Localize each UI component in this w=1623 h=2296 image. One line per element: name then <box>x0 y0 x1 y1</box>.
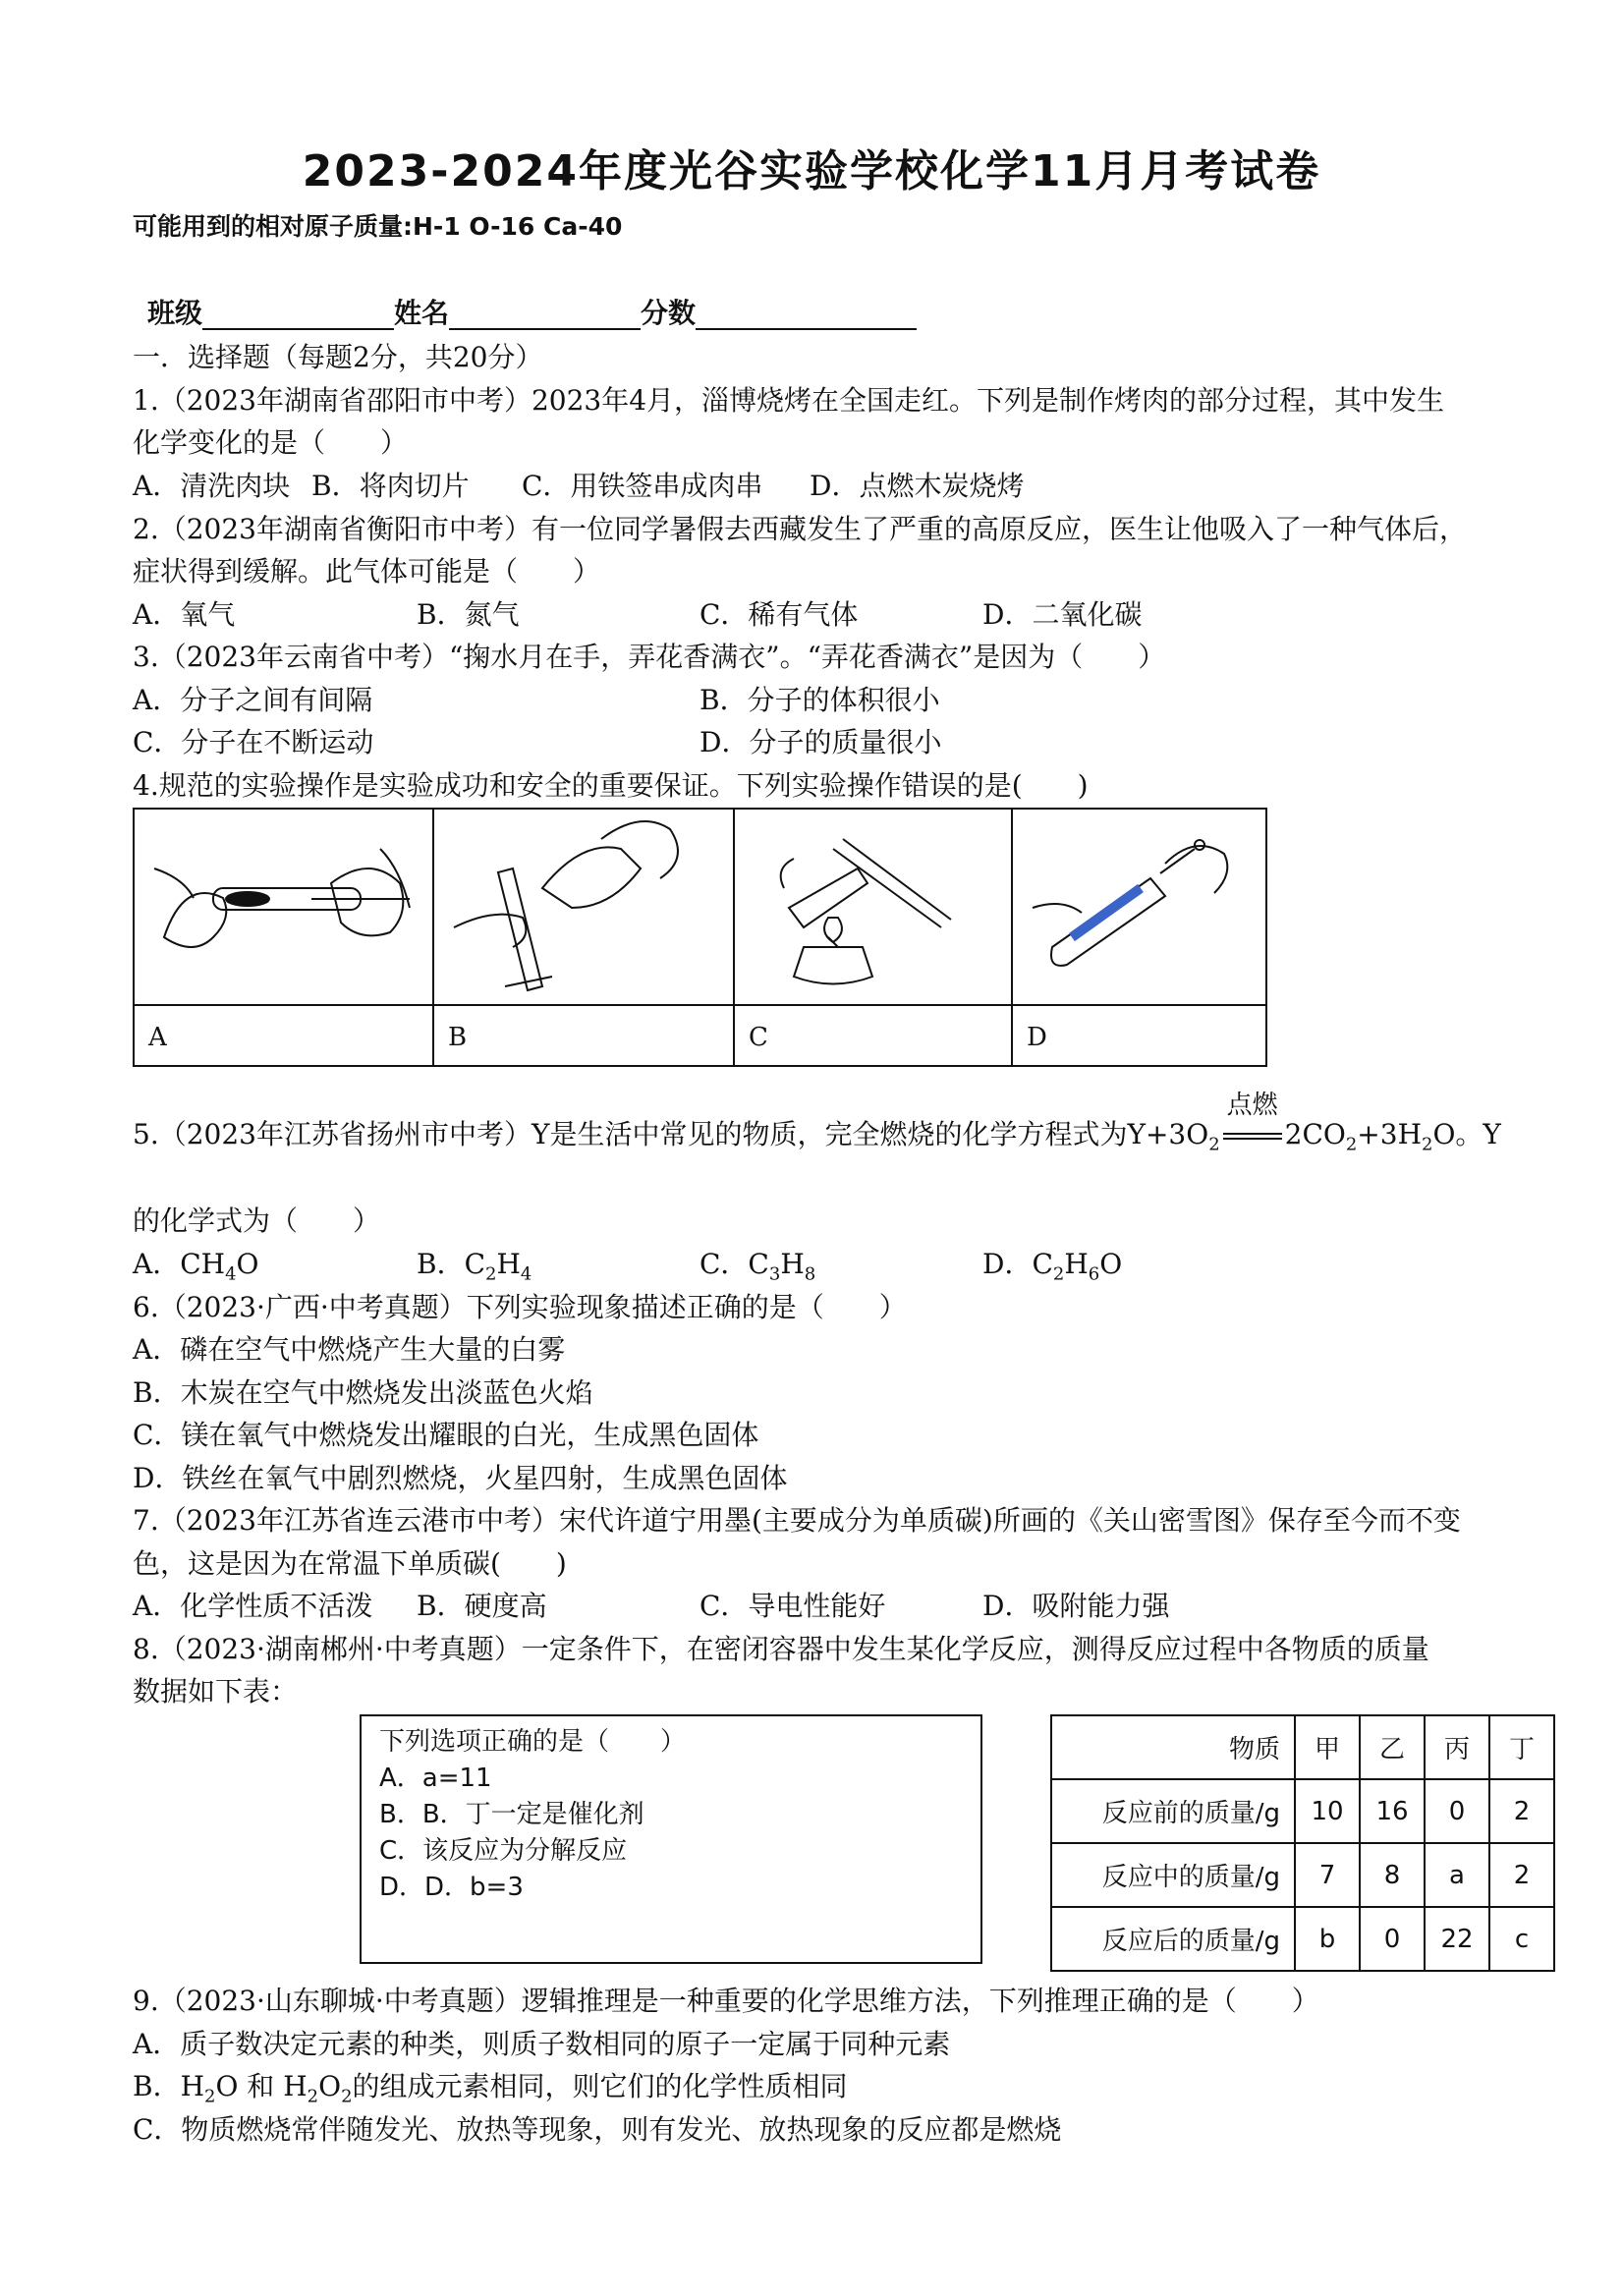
table-cell: 22 <box>1425 1907 1489 1971</box>
table-header-cell: 乙 <box>1360 1715 1425 1779</box>
q7-option-a[interactable]: A．化学性质不活泼 <box>133 1590 373 1622</box>
table-header-cell: 物质 <box>1051 1715 1295 1779</box>
table-cell: 反应前的质量/g <box>1051 1779 1295 1843</box>
q5-option-d[interactable] <box>982 1248 1122 1292</box>
q4-stem: 4.规范的实验操作是实验成功和安全的重要保证。下列实验操作错误的是( ) <box>133 769 1089 802</box>
q4-figure-table <box>133 808 1267 1067</box>
q9-option-b-sub3: 2 <box>341 2086 353 2107</box>
q5-condition: 点燃 <box>1226 1091 1278 1120</box>
q8-box-title: 下列选项正确的是（ ） <box>379 1727 687 1757</box>
q6-option-c[interactable]: C．镁在氧气中燃烧发出耀眼的白光，生成黑色固体 <box>133 1419 759 1451</box>
q8-option-c[interactable]: C．该反应为分解反应 <box>379 1836 628 1866</box>
q5-stem-line2: 的化学式为（ ） <box>133 1204 381 1237</box>
q9-option-c[interactable]: C．物质燃烧常伴随发光、放热等现象，则有发光、放热现象的反应都是燃烧 <box>133 2113 1062 2146</box>
table-header-cell: 甲 <box>1295 1715 1360 1779</box>
q9-option-b-sub1: 2 <box>204 2086 216 2107</box>
q3-option-c[interactable]: C．分子在不断运动 <box>133 726 374 758</box>
table-cell: 0 <box>1360 1907 1425 1971</box>
table-cell: b <box>1295 1907 1360 1971</box>
q5-eq-left: Y+3O <box>1127 1118 1209 1150</box>
q2-option-c[interactable]: C．稀有气体 <box>700 598 859 631</box>
table-cell: 16 <box>1360 1779 1425 1843</box>
q4-figure-d <box>1013 810 1267 1004</box>
q5-option-b-sub2: 4 <box>520 1263 532 1285</box>
table-cell: 10 <box>1295 1779 1360 1843</box>
q8-stem-line2: 数据如下表： <box>133 1675 299 1708</box>
q9-option-b-part1: B．H <box>133 2070 204 2102</box>
q4-figure-a <box>135 810 434 1004</box>
table-cell: 0 <box>1425 1779 1489 1843</box>
q4-label-c[interactable]: C <box>735 1004 1013 1067</box>
score-blank[interactable] <box>696 299 917 330</box>
q6-option-d[interactable]: D．铁丝在氧气中剧烈燃烧，火星四射，生成黑色固体 <box>133 1462 788 1494</box>
name-blank[interactable] <box>449 299 641 330</box>
table-row <box>1051 1779 1554 1843</box>
q9-option-b-part3: O <box>318 2070 342 2102</box>
q9-option-a[interactable]: A．质子数决定元素的种类，则质子数相同的原子一定属于同种元素 <box>133 2028 951 2060</box>
q5-option-d-text: D．C <box>982 1248 1053 1280</box>
q4-figure-b <box>434 810 735 1004</box>
table-cell: 7 <box>1295 1843 1360 1907</box>
q5-option-a[interactable] <box>133 1248 259 1292</box>
table-header-cell: 丙 <box>1425 1715 1489 1779</box>
q8-stem-line1: 8.（2023·湖南郴州·中考真题）一定条件下，在密闭容器中发生某化学反应，测得反应过程中各物质的质量 <box>133 1633 1429 1665</box>
section-heading: 一．选择题（每题2分，共20分） <box>133 341 543 373</box>
q2-stem-line1: 2.（2023年湖南省衡阳市中考）有一位同学暑假去西藏发生了严重的高原反应，医生让他吸入了一种气体后， <box>133 513 1467 545</box>
table-row <box>1051 1843 1554 1907</box>
q3-option-d[interactable]: D．分子的质量很小 <box>700 726 942 758</box>
q8-option-a[interactable]: A．a=11 <box>379 1764 492 1793</box>
q5-suffix: 。Y <box>1455 1118 1501 1150</box>
class-blank[interactable] <box>202 299 394 330</box>
q3-option-a[interactable]: A．分子之间有间隔 <box>133 684 373 716</box>
q8-mass-table <box>1050 1714 1555 1972</box>
class-label: 班级 <box>147 297 203 329</box>
q5-equation-arrow <box>1220 1091 1285 1151</box>
table-cell: 反应中的质量/g <box>1051 1843 1295 1907</box>
q5-option-d-sub1: 2 <box>1052 1263 1065 1285</box>
q9-option-b-part2: O 和 H <box>215 2070 308 2102</box>
q5-option-c-sub1: 3 <box>768 1263 781 1285</box>
table-cell: 反应后的质量/g <box>1051 1907 1295 1971</box>
q7-option-d[interactable]: D．吸附能力强 <box>982 1590 1170 1622</box>
q6-option-a[interactable]: A．磷在空气中燃烧产生大量的白雾 <box>133 1333 566 1366</box>
name-label: 姓名 <box>394 297 450 329</box>
score-label: 分数 <box>641 297 697 329</box>
q5-option-d-sub2: 6 <box>1088 1263 1100 1285</box>
q9-option-b[interactable] <box>133 2070 848 2114</box>
q4-label-b[interactable]: B <box>434 1004 735 1067</box>
q1-option-d[interactable]: D．点燃木炭烧烤 <box>810 470 1025 502</box>
q1-option-c[interactable]: C．用铁签串成肉串 <box>522 470 763 502</box>
q8-option-d[interactable]: D．D．b=3 <box>379 1873 524 1902</box>
q5-option-b-text: B．C <box>417 1248 486 1280</box>
q2-option-a[interactable]: A．氧气 <box>133 598 236 631</box>
q5-option-c-text2: H <box>780 1248 805 1280</box>
q7-stem-line1: 7.（2023年江苏省连云港市中考）宋代许道宁用墨(主要成分为单质碳)所画的《关山密雪图》保存至今而不变 <box>133 1504 1461 1537</box>
table-header-cell: 丁 <box>1489 1715 1554 1779</box>
q4-figure-c <box>735 810 1013 1004</box>
q5-option-c-text: C．C <box>700 1248 769 1280</box>
q5-eq-right2: +3H <box>1357 1118 1422 1150</box>
q5-option-d-text2: H <box>1064 1248 1089 1280</box>
q5-eq-right3: O <box>1432 1118 1456 1150</box>
table-cell: c <box>1489 1907 1554 1971</box>
q9-option-b-part4: 的组成元素相同，则它们的化学性质相同 <box>352 2070 848 2102</box>
q5-option-b-text2: H <box>496 1248 521 1280</box>
q5-option-b[interactable] <box>417 1248 532 1292</box>
q1-stem-line1: 1.（2023年湖南省邵阳市中考）2023年4月，淄博烧烤在全国走红。下列是制作烤肉的部分过程，其中发生 <box>133 384 1445 417</box>
q5-prefix: 5.（2023年江苏省扬州市中考）Y是生活中常见的物质，完全燃烧的化学方程式为 <box>133 1118 1128 1150</box>
q1-option-b[interactable]: B．将肉切片 <box>311 470 470 502</box>
q8-option-b[interactable]: B．B．丁一定是催化剂 <box>379 1800 644 1829</box>
q5-eq-right1: 2CO <box>1284 1118 1346 1150</box>
q7-stem-line2: 色，这是因为在常温下单质碳( ) <box>133 1547 567 1580</box>
q9-stem: 9.（2023·山东聊城·中考真题）逻辑推理是一种重要的化学思维方法，下列推理正确的是（ ） <box>133 1985 1319 2017</box>
q7-option-b[interactable]: B．硬度高 <box>417 1590 547 1622</box>
q5-option-c-sub2: 8 <box>804 1263 816 1285</box>
q4-label-a[interactable]: A <box>135 1004 434 1067</box>
q1-option-a[interactable]: A．清洗肉块 <box>133 470 291 502</box>
q1-stem-line2: 化学变化的是（ ） <box>133 426 409 459</box>
q9-option-b-sub2: 2 <box>307 2086 319 2107</box>
q5-option-a-text: A．CH <box>133 1248 226 1280</box>
q5-sub-o2: 2 <box>1208 1134 1220 1155</box>
q5-sub-h2o: 2 <box>1422 1134 1433 1155</box>
q3-option-b[interactable]: B．分子的体积很小 <box>700 684 940 716</box>
q5-option-b-sub1: 2 <box>485 1263 497 1285</box>
table-row <box>1051 1907 1554 1971</box>
q4-label-d[interactable]: D <box>1013 1004 1267 1067</box>
q5-sub-co2: 2 <box>1345 1134 1358 1155</box>
q2-stem-line2: 症状得到缓解。此气体可能是（ ） <box>133 555 601 588</box>
q2-option-d[interactable]: D．二氧化碳 <box>982 598 1143 631</box>
table-cell: 2 <box>1489 1843 1554 1907</box>
atomic-masses: 可能用到的相对原子质量:H-1 O-16 Ca-40 <box>133 212 623 241</box>
q5-option-a-text2: O <box>236 1248 259 1280</box>
q5-option-a-sub: 4 <box>225 1263 237 1285</box>
student-info-row <box>147 297 917 330</box>
q5-option-d-text3: O <box>1099 1248 1123 1280</box>
q6-stem: 6.（2023·广西·中考真题）下列实验现象描述正确的是（ ） <box>133 1291 907 1323</box>
q8-options-box <box>360 1714 982 1964</box>
q5-stem-line1 <box>133 1091 1501 1162</box>
q6-option-b[interactable]: B．木炭在空气中燃烧发出淡蓝色火焰 <box>133 1376 593 1409</box>
table-cell: a <box>1425 1843 1489 1907</box>
table-cell: 2 <box>1489 1779 1554 1843</box>
q3-stem: 3.（2023年云南省中考）“掬水月在手，弄花香满衣”。“弄花香满衣”是因为（ ） <box>133 641 1166 673</box>
q2-option-b[interactable]: B．氮气 <box>417 598 520 631</box>
q5-option-c[interactable] <box>700 1248 815 1292</box>
table-row <box>1051 1715 1554 1779</box>
table-cell: 8 <box>1360 1843 1425 1907</box>
q7-option-c[interactable]: C．导电性能好 <box>700 1590 886 1622</box>
page-title: 2023-2024年度光谷实验学校化学11月月考试卷 <box>302 146 1321 196</box>
